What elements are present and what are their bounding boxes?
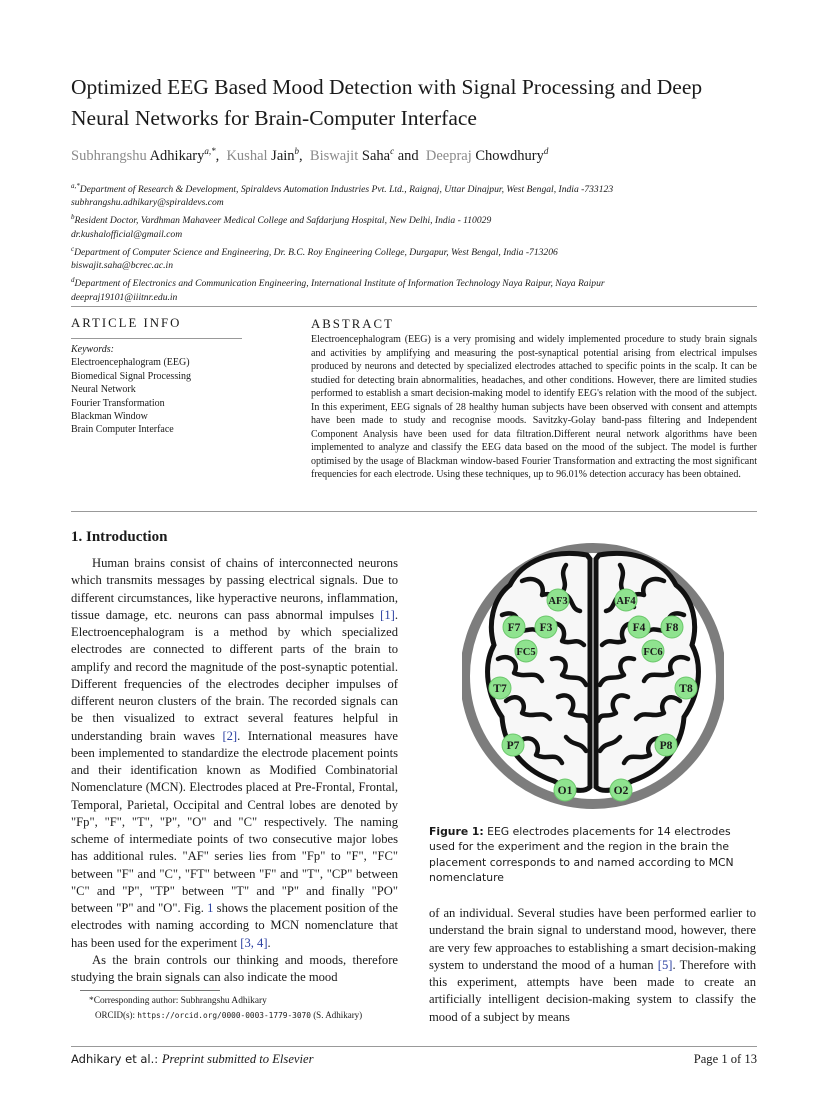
section-heading: 1. Introduction: [71, 529, 168, 545]
citation-link[interactable]: [1]: [380, 607, 395, 622]
email-link[interactable]: biswajit.saha@bcrec.ac.in: [71, 260, 173, 272]
electrode-p8: [655, 734, 677, 756]
footer-divider: [71, 1046, 757, 1047]
footer-author: Adhikary et al.: [71, 1052, 155, 1066]
electrode-label: F8: [665, 622, 679, 634]
figure-caption: Figure 1: EEG electrodes placements for 14 electrodes used for the experiment and the region in the brain the placement corresponds to and named according to MCN nomenclature: [429, 825, 734, 885]
electrode-label: T8: [679, 683, 693, 695]
citation-link[interactable]: [5]: [657, 957, 673, 972]
electrode-label: AF4: [616, 596, 636, 607]
author-4: Deepraj Chowdhury$^d$: [425, 146, 549, 164]
electrode-label: FC5: [516, 647, 536, 658]
electrode-af4: [615, 589, 637, 611]
page-number: Page 1 of 13: [693, 1052, 757, 1066]
electrode-label: F7: [507, 622, 521, 634]
left-column: [71, 555, 398, 986]
electrode-af3: [547, 589, 569, 611]
abstract-text: Electroencephalogram (EEG) is a very promising and widely implemented procedure to study brain signals and activities by amplifying and measuring the post-synaptical potential arising from electrical impulses produced by neurons and detected by specialized electrodes attached to specific points in the scalp. It can be studied for detecting brain abnormalities, headaches, and other conditions. However, there are limited studies performed to establish a smart decision-making model to identify EEG's relation with the mood of the subject. In this experiment, EEG signals of 28 healthy human subjects have been observed with consent and attempts have been made to study and recognise moods. Savitzky-Golay band-pass filtering and Independent Component Analysis have been used for data filtration.Different neural network algorithms have been implemented to analyze and classify the EEG data based on the mood of the subject. The model is further optimised by the usage of Blackman window-based Fourier Transformation and extracting the most significant frequencies for each electrode. Using these techniques, up to 96.01% detection accuracy has been obtained.: [311, 334, 757, 480]
footnote-corresponding: *Corresponding author: Subhrangshu Adhikary: [89, 996, 267, 1006]
electrode-label: P7: [506, 740, 520, 752]
keyword: Fourier Transformation: [71, 397, 165, 409]
keyword: Brain Computer Interface: [71, 424, 174, 436]
affiliation-b: $^b$Resident Doctor, Vardhman Mahaveer Medical College and Safdarjung Hospital, New Delhi, India - 110029 dr.kushalofficial@gmail.com: [71, 213, 492, 240]
email-link[interactable]: subhrangshu.adhikary@spiraldevs.com: [71, 197, 224, 209]
electrode-t7: [489, 677, 511, 699]
electrode-label: F4: [632, 622, 646, 634]
keyword: Biomedical Signal Processing: [71, 370, 191, 382]
abstract-divider: [71, 511, 757, 512]
electrode-label: AF3: [548, 596, 568, 607]
article-info-divider: [71, 338, 242, 339]
electrode-f4: [628, 616, 650, 638]
electrode-label: O2: [613, 785, 629, 797]
paragraph: As the brain controls our thinking and moods, therefore studying the brain signals can also indicate the mood: [71, 952, 398, 984]
footer-note: Preprint submitted to Elsevier: [161, 1052, 314, 1066]
electrode-label: O1: [557, 785, 573, 797]
keyword: Neural Network: [71, 384, 136, 396]
electrode-fc5: [515, 640, 537, 662]
electrode-t8: [675, 677, 697, 699]
top-divider: [71, 306, 757, 307]
footnote-rule: [80, 990, 220, 991]
electrode-label: T7: [493, 683, 507, 695]
electrode-label: FC6: [643, 647, 663, 658]
electrode-o1: [554, 779, 576, 801]
footnote: [71, 994, 362, 1023]
affiliation-a: $^{a,*}$Department of Research & Development, Spiraldevs Automation Industries Pvt. Ltd., Raignaj, Uttar Dinajpur, West Bengal, India -733123 subhrangshu.adhikary@spiraldevs.com: [71, 182, 614, 209]
author-3: Biswajit Saha$^c$: [309, 146, 395, 164]
electrode-f3: [535, 616, 557, 638]
electrode-fc6: [642, 640, 664, 662]
citation-link[interactable]: [2]: [222, 728, 238, 743]
author-1: Subhrangshu Adhikary$^{a,*}$: [71, 146, 216, 164]
affiliations: [71, 180, 791, 306]
paper-title: Optimized EEG Based Mood Detection with Signal Processing and Deep Neural Networks for Brain-Computer Interface: [71, 75, 703, 130]
keywords: [71, 343, 191, 437]
keywords-label: Keywords:: [71, 344, 114, 355]
orcid-link[interactable]: https://orcid.org/0000-0003-1779-3070: [137, 1011, 311, 1021]
electrode-f7: [503, 616, 525, 638]
right-column: [429, 905, 756, 1026]
caption-label: Figure 1:: [429, 825, 484, 838]
citation-link[interactable]: [3, 4]: [240, 935, 268, 950]
electrode-label: F3: [539, 622, 553, 634]
brain-figure: [462, 541, 724, 811]
electrode-o2: [610, 779, 632, 801]
page-footer: Adhikary et al.: Preprint submitted to Elsevier Page 1 of 13: [71, 1052, 757, 1066]
article-info-heading: ARTICLE INFO: [71, 316, 182, 330]
keyword: Blackman Window: [71, 411, 148, 423]
electrode-f8: [661, 616, 683, 638]
author-list: Subhrangshu Adhikary$^{a,*}$, Kushal Jain$^b$, Biswajit Saha$^c$ and Deepraj Chowdhury$^d$: [71, 146, 549, 164]
keyword: Electroencephalogram (EEG): [71, 357, 190, 369]
author-2: Kushal Jain$^b$: [226, 146, 300, 164]
email-link[interactable]: dr.kushalofficial@gmail.com: [71, 228, 183, 240]
electrode-label: P8: [659, 740, 673, 752]
affiliation-c: $^c$Department of Computer Science and Engineering, Dr. B.C. Roy Engineering College, Durgapur, West Bengal, India -713206 biswajit.saha@bcrec.ac.in: [71, 244, 558, 272]
figure-ref-link[interactable]: 1: [207, 901, 214, 915]
affiliation-d: $^d$Department of Electronics and Communication Engineering, International Institute of Information Technology Naya Raipur, Naya Raipur deepraj19101@iiitnr.edu.in: [71, 276, 605, 303]
footnote-orcid: ORCID(s): https://orcid.org/0000-0003-1779-3070 (S. Adhikary): [95, 1010, 363, 1021]
email-link[interactable]: deepraj19101@iiitnr.edu.in: [71, 291, 178, 303]
paragraph: Human brains consist of chains of interconnected neurons which transmits messages by passing electrical signals. Due to different circumstances, like hyperactive neurons, inflammation, tissue damage, etc. neurons can pass abnormal impulses [1]. Electroencephalogram is a method by which specialized electrodes are connected to different parts of the brain to amplify and record the magnitude of the post-synaptic potential. Different frequencies of the electrodes decipher impulses of different neuron clusters of the brain. The recorded signals can be then visualized to extract several features helpful in understanding brain waves [2]. International measures have been implemented to standardize the electrode placement points and their identification known as Modified Combinatorial Nomenclature (MCN). Electrodes placed at Pre-Frontal, Frontal, Temporal, Parietal, Occipital and Central lobes are denoted by "Fp", "F", "T", "P", "O" and "C" respectively. The naming scheme of intermediate points of two consecutive major lobes has additional rules. "AF" series lies from "Fp" to "F", "FC" between "F" and "C", "FT" between "F" and "T", "CP" between "C" and "P", "TP" between "T" and "P" and finally "PO" between "P" and "O". Fig. 1 shows the placement position of the electrodes with naming according to MCN nomenclature that has been used for the experiment [3, 4].: [71, 556, 398, 950]
electrode-p7: [502, 734, 524, 756]
paragraph: of an individual. Several studies have been performed earlier to understand the brain signal to understand mood, however, there are very few approaches to establishing a smart decision-making system to understand the mood of a human [5]. Therefore with this experiment, attempts have been made to create an artificially intelligent decision-making system to classify the mood of a subject by means: [429, 906, 756, 1024]
abstract-heading: ABSTRACT: [311, 317, 394, 331]
